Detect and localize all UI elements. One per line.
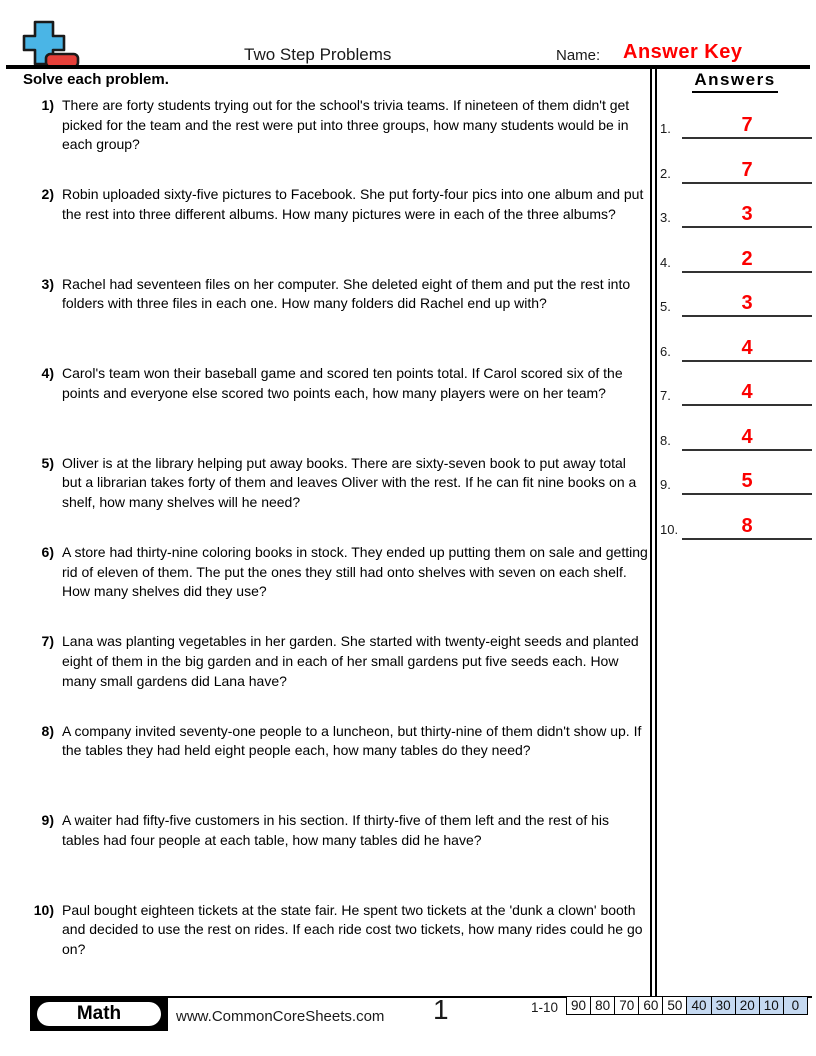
answer-number: 8. (660, 432, 671, 448)
problem-number: 2) (41, 186, 54, 203)
problem-text: There are forty students trying out for the school's trivia teams. If nineteen of them didn't get picked for the team and the rest were put into three groups, how many students would be in each group? (62, 97, 630, 153)
problem-item-7 (24, 632, 648, 721)
answer-row-4 (658, 228, 812, 273)
subject-badge (30, 997, 168, 1031)
answer-key-text: Answer Key (623, 41, 743, 63)
answer-number: 6. (660, 343, 671, 359)
answer-blank-line (682, 426, 812, 451)
header-divider (6, 65, 810, 69)
problem-item-3 (24, 275, 648, 364)
website-url: www.CommonCoreSheets.com (176, 1008, 385, 1025)
problem-item-6 (24, 543, 648, 632)
grade-cell: 90 (567, 997, 591, 1014)
answer-number: 2. (660, 165, 671, 181)
problem-text: Carol's team won their baseball game and scored ten points total. If Carol scored six of the points and everyone else scored two points each, how many players were on her team? (62, 365, 623, 401)
grade-cell: 40 (687, 997, 711, 1014)
problem-text: Robin uploaded sixty-five pictures to Facebook. She put forty-four pics into one album and put the rest into three different albums. How many pictures were in each of the three albums? (62, 186, 644, 222)
answer-value: 3 (741, 292, 753, 314)
grade-cell: 30 (712, 997, 736, 1014)
answer-blank-line (682, 292, 812, 317)
answer-blank-line (682, 337, 812, 362)
problem-item-2 (24, 185, 648, 274)
grade-cell: 0 (784, 997, 807, 1014)
problem-number: 9) (41, 812, 54, 829)
answers-column (658, 70, 812, 540)
answer-blank-line (682, 470, 812, 495)
answer-blank-line (682, 248, 812, 273)
answer-row-3 (658, 184, 812, 229)
problem-number: 7) (41, 633, 54, 650)
instructions-text: Solve each problem. (23, 71, 169, 88)
answer-value: 4 (741, 425, 753, 448)
answer-value: 7 (741, 114, 753, 136)
problem-number: 1) (41, 97, 54, 113)
answer-number: 4. (660, 254, 671, 270)
answers-column-divider (650, 67, 657, 996)
plus-minus-logo-icon (21, 6, 83, 68)
answer-number: 10. (660, 521, 679, 537)
problem-text: A store had thirty-nine coloring books in stock. They ended up putting them on sale and getting rid of eleven of them. The put the ones they still had onto shelves with seven on each shelf. How many shelves did they use? (62, 543, 648, 600)
answer-number: 7. (660, 388, 671, 403)
problem-list (24, 96, 648, 990)
grade-cell: 60 (639, 997, 663, 1014)
page-number: 1 (433, 994, 449, 1025)
problem-item-5 (24, 454, 648, 543)
problem-item-4 (24, 364, 648, 453)
answer-row-5 (658, 273, 812, 318)
problem-number: 6) (41, 543, 54, 560)
answer-number: 1. (660, 121, 671, 136)
problem-number: 4) (41, 365, 54, 382)
answer-value: 4 (741, 381, 753, 403)
answer-value: 4 (741, 336, 753, 359)
grade-cell: 50 (663, 997, 687, 1014)
answer-row-7 (658, 362, 812, 407)
problem-number: 3) (41, 275, 54, 292)
answer-blank-line (682, 114, 812, 139)
grade-cell: 70 (615, 997, 639, 1014)
grade-cell: 20 (736, 997, 760, 1014)
answer-row-2 (658, 139, 812, 184)
problem-item-10 (24, 901, 648, 990)
answer-blank-line (682, 381, 812, 406)
answer-row-10 (658, 495, 812, 540)
problem-text: A waiter had fifty-five customers in his section. If thirty-five of them left and the rest of his tables had four people at each table, how many tables did he have? (62, 812, 610, 848)
answer-row-9 (658, 451, 812, 496)
answer-blank-line (682, 159, 812, 184)
answer-number: 3. (660, 210, 671, 225)
grade-cell: 10 (760, 997, 784, 1014)
answer-number: 9. (660, 477, 671, 492)
answer-row-8 (658, 406, 812, 451)
problem-item-1 (24, 96, 648, 185)
problem-number: 10) (33, 901, 54, 918)
grade-scale-table (566, 996, 808, 1015)
grade-scale-label: 1-10 (531, 1000, 559, 1015)
answer-value: 7 (741, 158, 753, 181)
answer-value: 8 (741, 514, 753, 537)
problem-text: Lana was planting vegetables in her garden. She started with twenty-eight seeds and planted eight of them in the big garden and in each of her small gardens put five seeds each. How many small gardens did Lana have? (62, 633, 639, 689)
subject-badge-label: Math (37, 1002, 161, 1026)
answer-value: 5 (741, 470, 753, 492)
problem-text: Oliver is at the library helping put away books. There are sixty-seven book to put away total but a librarian takes forty of them and leaves Oliver with the rest. If he can fit nine books on a shelf, how many shelves will he need? (62, 454, 637, 510)
problem-number: 5) (41, 454, 54, 471)
problem-text: A company invited seventy-one people to a luncheon, but thirty-nine of them didn't show up. If the tables they had held eight people each, how many tables do they need? (62, 722, 642, 759)
problem-item-9 (24, 811, 648, 900)
answer-row-6 (658, 317, 812, 362)
problem-text: Paul bought eighteen tickets at the state fair. He spent two tickets at the 'dunk a clown' booth and decided to use the rest on rides. If each ride cost two tickets, how many rides could he go on? (62, 901, 643, 957)
page-title: Two Step Problems (244, 45, 392, 64)
grade-cell: 80 (591, 997, 615, 1014)
answer-number: 5. (660, 299, 671, 314)
answer-value: 3 (741, 203, 753, 225)
answer-blank-line (682, 515, 812, 540)
answer-value: 2 (741, 247, 753, 270)
name-label: Name: (556, 47, 601, 64)
problem-text: Rachel had seventeen files on her computer. She deleted eight of them and put the rest into folders with three files in each one. How many folders did Rachel end up with? (62, 275, 631, 312)
answer-row-1 (658, 95, 812, 140)
problem-item-8 (24, 722, 648, 811)
problem-number: 8) (41, 722, 54, 739)
answer-blank-line (682, 203, 812, 228)
answers-heading: Answers (692, 70, 777, 93)
